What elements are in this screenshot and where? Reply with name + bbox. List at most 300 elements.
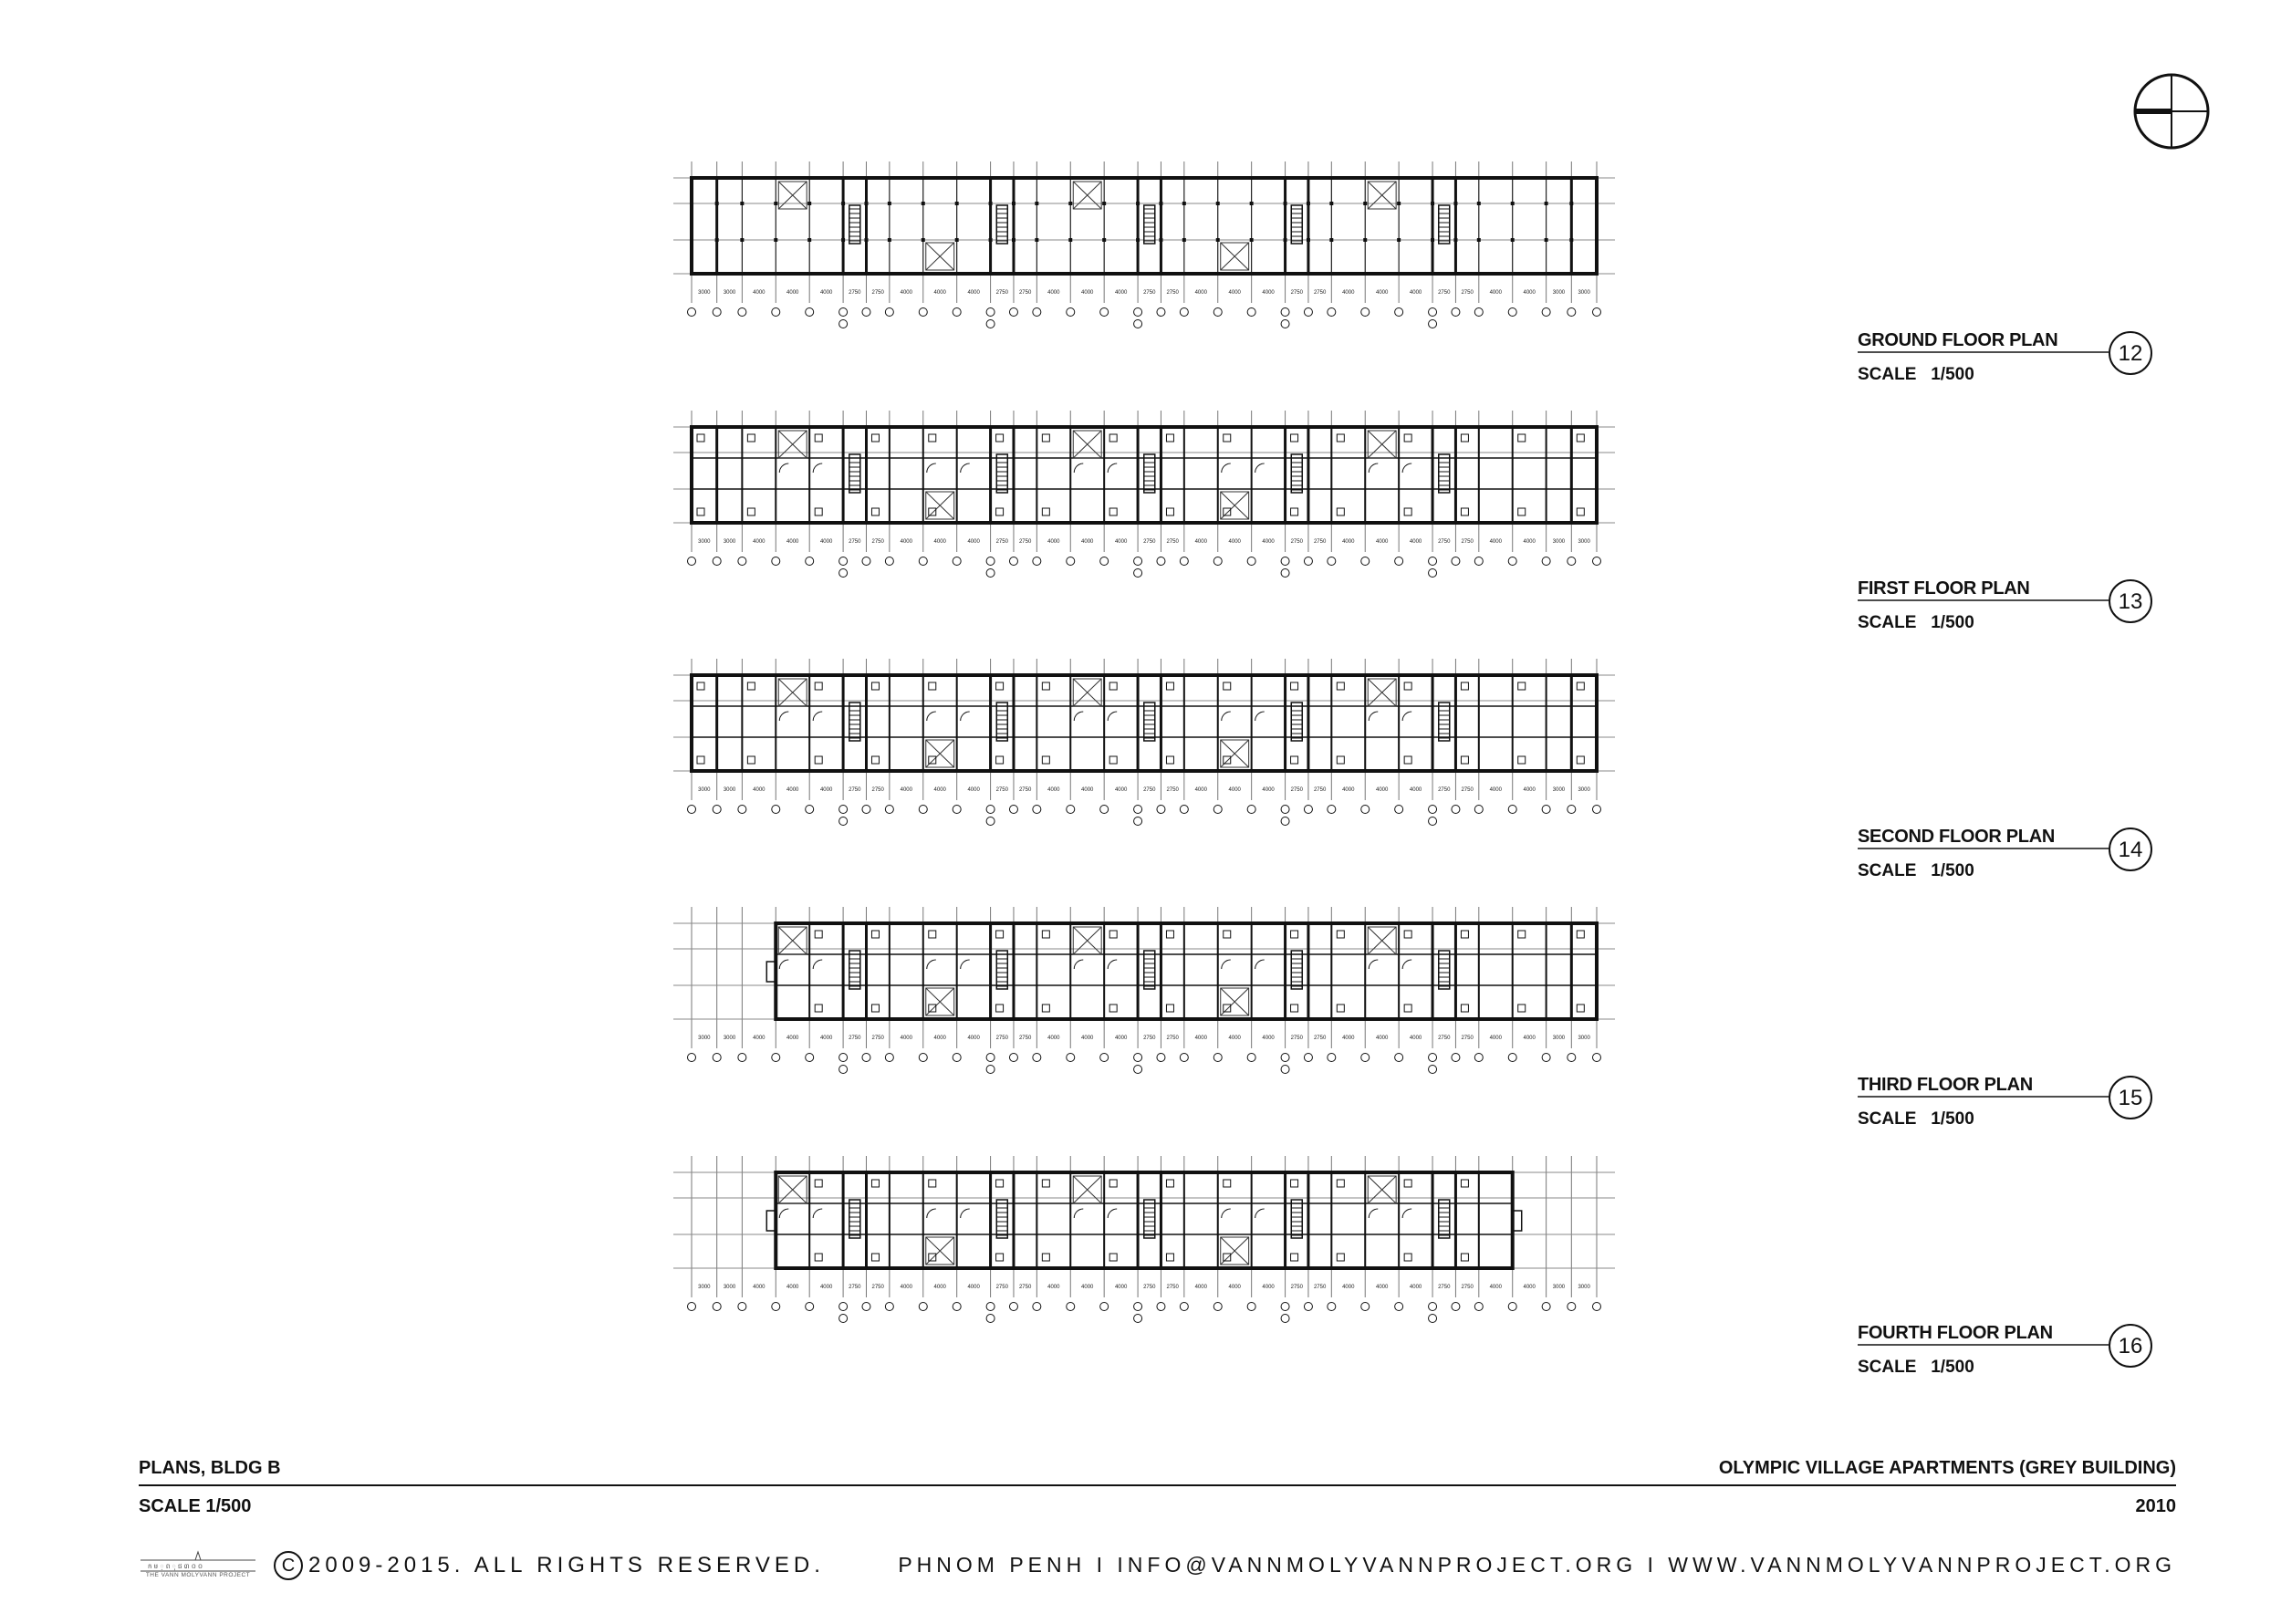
grid-bubble	[1009, 806, 1017, 814]
column-icon	[1284, 238, 1287, 242]
column-icon	[1182, 238, 1186, 242]
column-icon	[1545, 176, 1548, 180]
fixture-icon	[1166, 508, 1173, 515]
north-arrow-icon	[2135, 75, 2208, 148]
fixture-icon	[1042, 1005, 1049, 1012]
dimension-label: 2750	[1018, 1285, 1032, 1290]
column-icon	[888, 176, 891, 180]
column-icon	[690, 238, 693, 242]
column-icon	[740, 272, 744, 276]
fixture-icon	[996, 756, 1004, 764]
stair-icon	[1439, 1200, 1450, 1238]
dimension-label: 4000	[1194, 290, 1207, 296]
plan-number: 15	[2118, 1086, 2143, 1110]
grid-bubble	[713, 806, 721, 814]
fixture-icon	[1291, 682, 1298, 690]
stair-icon	[1291, 205, 1302, 244]
grid-bubble	[919, 557, 927, 566]
grid-bubble	[1067, 308, 1075, 317]
dimension-label: 2750	[1290, 290, 1303, 296]
door-icon	[1255, 1209, 1265, 1218]
grid-bubble	[713, 557, 721, 566]
grid-bubble	[1180, 308, 1188, 317]
fixture-icon	[1518, 682, 1526, 690]
grid-bubble	[1134, 320, 1142, 328]
column-icon	[1595, 238, 1599, 242]
fixture-icon	[1518, 434, 1526, 442]
grid-bubble	[713, 1054, 721, 1062]
grid-bubble	[862, 806, 870, 814]
grid-bubble	[1568, 1054, 1576, 1062]
fixture-icon	[1404, 1254, 1411, 1261]
dimension-label: 3000	[723, 1285, 736, 1290]
grid-bubble	[862, 1054, 870, 1062]
door-icon	[1074, 463, 1083, 473]
column-icon	[922, 238, 925, 242]
fixture-icon	[815, 1180, 822, 1187]
grid-bubble	[772, 557, 780, 566]
grid-bubble	[1395, 557, 1403, 566]
fixture-icon	[1166, 931, 1173, 938]
dimension-label: 2750	[1290, 787, 1303, 793]
grid-bubble	[1033, 557, 1041, 566]
grid-bubble	[919, 806, 927, 814]
door-icon	[1402, 1209, 1411, 1218]
grid-bubble	[986, 308, 995, 317]
grid-bubble	[1328, 1303, 1336, 1311]
dimension-label: 4000	[1047, 1285, 1060, 1290]
grid-bubble	[1180, 557, 1188, 566]
fixture-icon	[1042, 434, 1049, 442]
column-icon	[1102, 176, 1106, 180]
stair-icon	[1291, 951, 1302, 989]
dimension-label: 4000	[1114, 1285, 1128, 1290]
plan-title: THIRD FLOOR PLAN	[1858, 1075, 2033, 1095]
dimension-label: 2750	[871, 1285, 884, 1290]
fixture-icon	[815, 1005, 822, 1012]
fixture-icon	[929, 434, 936, 442]
grid-bubble	[1429, 557, 1437, 566]
fixture-icon	[1166, 1005, 1173, 1012]
grid-bubble	[1213, 806, 1222, 814]
column-icon	[1329, 272, 1333, 276]
fixture-icon	[1404, 1180, 1411, 1187]
dimension-label: 4000	[1489, 787, 1502, 793]
grid-bubble	[839, 817, 848, 826]
grid-bubble	[1429, 320, 1437, 328]
door-icon	[1369, 463, 1378, 473]
fixture-icon	[1224, 1180, 1231, 1187]
fixture-icon	[1224, 508, 1231, 515]
column-icon	[955, 238, 959, 242]
grid-bubble	[1304, 1054, 1312, 1062]
column-icon	[1012, 202, 1016, 205]
fixture-icon	[1404, 434, 1411, 442]
door-icon	[1108, 1209, 1117, 1218]
grid-bubble	[919, 1054, 927, 1062]
fixture-icon	[1577, 682, 1584, 690]
grid-bubble	[986, 569, 995, 578]
dimension-label: 2750	[1290, 1285, 1303, 1290]
fixture-icon	[996, 1254, 1004, 1261]
column-icon	[1284, 202, 1287, 205]
column-icon	[1216, 272, 1220, 276]
grid-bubble	[1033, 806, 1041, 814]
grid-bubble	[1100, 1303, 1109, 1311]
grid-bubble	[1180, 1303, 1188, 1311]
fixture-icon	[1224, 1005, 1231, 1012]
dimension-label: 3000	[1578, 787, 1590, 793]
dimension-label: 4000	[1228, 1036, 1241, 1041]
dimension-label: 4000	[1194, 539, 1207, 545]
dimension-label: 2750	[1143, 1285, 1156, 1290]
plan-scale: SCALE 1/500	[1858, 1109, 1974, 1129]
dimension-label: 4000	[900, 787, 912, 793]
column-icon	[807, 272, 811, 276]
grid-bubble	[1542, 1303, 1550, 1311]
stair-icon	[1144, 951, 1155, 989]
grid-bubble	[1361, 1054, 1370, 1062]
dimension-label: 4000	[900, 1036, 912, 1041]
plan-scale: SCALE 1/500	[1858, 1358, 1974, 1377]
column-icon	[1431, 272, 1434, 276]
fixture-icon	[929, 756, 936, 764]
fixture-icon	[1404, 931, 1411, 938]
dimension-label: 2750	[1461, 787, 1474, 793]
fixture-icon	[1291, 434, 1298, 442]
fixture-icon	[1042, 508, 1049, 515]
grid-bubble	[1033, 1303, 1041, 1311]
door-icon	[1222, 463, 1231, 473]
grid-bubble	[839, 1066, 848, 1074]
grid-bubble	[919, 1303, 927, 1311]
dimension-label: 3000	[1578, 1285, 1590, 1290]
fixture-icon	[697, 508, 704, 515]
door-icon	[1074, 1209, 1083, 1218]
column-icon	[1012, 272, 1016, 276]
dimension-label: 4000	[1228, 1285, 1241, 1290]
dimension-label: 2750	[1313, 1285, 1327, 1290]
dimension-label: 2750	[1018, 290, 1032, 296]
dimension-label: 4000	[753, 539, 766, 545]
dimension-label: 2750	[1166, 1036, 1179, 1041]
stair-icon	[1144, 454, 1155, 493]
dimension-label: 3000	[1578, 1036, 1590, 1041]
column-icon	[955, 202, 959, 205]
dimension-label: 2750	[995, 290, 1008, 296]
grid-bubble	[772, 806, 780, 814]
door-icon	[779, 960, 788, 969]
fixture-icon	[815, 682, 822, 690]
door-icon	[1369, 960, 1378, 969]
dimension-label: 2750	[1438, 1036, 1451, 1041]
fixture-icon	[996, 434, 1004, 442]
door-icon	[813, 463, 822, 473]
logo-label: THE VANN MOLYVANN PROJECT	[145, 1572, 251, 1578]
grid-bubble	[1157, 1054, 1165, 1062]
door-icon	[813, 712, 822, 721]
column-icon	[1363, 272, 1367, 276]
dimension-label: 4000	[786, 290, 799, 296]
grid-bubble	[1100, 557, 1109, 566]
column-icon	[1595, 202, 1599, 205]
grid-bubble	[1134, 308, 1142, 317]
plan-number: 12	[2118, 341, 2143, 366]
grid-bubble	[986, 320, 995, 328]
grid-bubble	[1180, 1054, 1188, 1062]
grid-bubble	[839, 1315, 848, 1323]
grid-bubble	[1452, 1303, 1460, 1311]
dimension-label: 2750	[849, 1285, 861, 1290]
grid-bubble	[1157, 308, 1165, 317]
grid-bubble	[1134, 1066, 1142, 1074]
column-icon	[1477, 176, 1481, 180]
column-icon	[690, 272, 693, 276]
grid-bubble	[1474, 806, 1483, 814]
grid-bubble	[1429, 569, 1437, 578]
fixture-icon	[1042, 1254, 1049, 1261]
dimension-label: 4000	[786, 787, 799, 793]
plan-number: 13	[2118, 589, 2143, 614]
dimension-label: 2750	[1461, 539, 1474, 545]
grid-bubble	[1134, 569, 1142, 578]
dimension-label: 4000	[1047, 290, 1060, 296]
dimension-label: 2750	[1166, 539, 1179, 545]
dimension-label: 4000	[933, 787, 946, 793]
dimension-label: 4000	[1262, 1285, 1275, 1290]
fixture-icon	[1109, 434, 1117, 442]
grid-bubble	[1474, 1303, 1483, 1311]
dimension-label: 2750	[1438, 290, 1451, 296]
grid-bubble	[1009, 1303, 1017, 1311]
grid-bubble	[885, 557, 893, 566]
column-icon	[864, 238, 868, 242]
dimension-label: 3000	[698, 290, 711, 296]
dimension-label: 4000	[900, 290, 912, 296]
column-icon	[1284, 272, 1287, 276]
dimension-label: 4000	[753, 290, 766, 296]
grid-bubble	[806, 557, 814, 566]
fixture-icon	[747, 756, 755, 764]
dimension-label: 4000	[1489, 539, 1502, 545]
dimension-label: 4000	[1409, 539, 1422, 545]
dimension-label: 4000	[1194, 787, 1207, 793]
dimension-label: 3000	[723, 290, 736, 296]
stair-icon	[849, 205, 860, 244]
door-icon	[1402, 960, 1411, 969]
dimension-label: 4000	[1081, 787, 1094, 793]
plan-number: 16	[2118, 1334, 2143, 1359]
grid-bubble	[986, 806, 995, 814]
grid-bubble	[839, 806, 848, 814]
grid-bubble	[986, 817, 995, 826]
fixture-icon	[747, 682, 755, 690]
fixture-icon	[871, 756, 879, 764]
stair-icon	[996, 1200, 1007, 1238]
stair-icon	[996, 454, 1007, 493]
dimension-label: 4000	[933, 1036, 946, 1041]
exterior-wall	[776, 923, 1597, 1019]
plan-scale: SCALE 1/500	[1858, 365, 1974, 384]
fixture-icon	[1042, 1180, 1049, 1187]
plan-title: SECOND FLOOR PLAN	[1858, 827, 2056, 847]
grid-bubble	[1134, 1315, 1142, 1323]
stair-icon	[996, 205, 1007, 244]
fixture-icon	[1337, 1005, 1344, 1012]
grid-bubble	[1134, 806, 1142, 814]
grid-bubble	[772, 308, 780, 317]
grid-bubble	[1429, 1054, 1437, 1062]
column-icon	[715, 202, 719, 205]
dimension-label: 2750	[1018, 1036, 1032, 1041]
fixture-icon	[1461, 682, 1468, 690]
grid-bubble	[839, 308, 848, 317]
dimension-label: 4000	[1376, 1036, 1389, 1041]
dimension-label: 4000	[967, 1285, 980, 1290]
grid-bubble	[738, 1054, 746, 1062]
fixture-icon	[1577, 508, 1584, 515]
dimension-label: 4000	[1523, 1036, 1536, 1041]
stair-icon	[1144, 703, 1155, 741]
grid-bubble	[1361, 557, 1370, 566]
dimension-label: 3000	[698, 539, 711, 545]
dimension-label: 2750	[1461, 1036, 1474, 1041]
fixture-icon	[1109, 508, 1117, 515]
fixture-icon	[1291, 1254, 1298, 1261]
fixture-icon	[1291, 1180, 1298, 1187]
door-icon	[1108, 960, 1117, 969]
grid-bubble	[1213, 1054, 1222, 1062]
column-icon	[690, 202, 693, 205]
dimension-label: 4000	[933, 1285, 946, 1290]
grid-bubble	[1281, 1315, 1289, 1323]
fixture-icon	[929, 931, 936, 938]
fixture-icon	[996, 508, 1004, 515]
column-icon	[774, 272, 777, 276]
door-icon	[1108, 712, 1117, 721]
grid-bubble	[885, 1303, 893, 1311]
dimension-label: 2750	[995, 1285, 1008, 1290]
dimension-label: 4000	[1523, 539, 1536, 545]
column-icon	[1307, 202, 1310, 205]
fixture-icon	[1291, 508, 1298, 515]
dimension-label: 4000	[1194, 1285, 1207, 1290]
fixture-icon	[871, 682, 879, 690]
grid-bubble	[1281, 308, 1289, 317]
column-icon	[1545, 272, 1548, 276]
dimension-label: 4000	[786, 539, 799, 545]
grid-bubble	[1429, 1066, 1437, 1074]
column-icon	[1511, 272, 1515, 276]
grid-bubble	[688, 1054, 696, 1062]
fixture-icon	[1109, 756, 1117, 764]
stair-icon	[1439, 205, 1450, 244]
column-icon	[1012, 176, 1016, 180]
dimension-label: 4000	[1489, 1285, 1502, 1290]
dimension-label: 2750	[1313, 290, 1327, 296]
dimension-label: 4000	[1342, 290, 1355, 296]
grid-bubble	[1361, 806, 1370, 814]
door-icon	[813, 1209, 822, 1218]
column-icon	[1595, 272, 1599, 276]
column-icon	[1159, 202, 1162, 205]
fixture-icon	[1109, 682, 1117, 690]
column-icon	[888, 272, 891, 276]
grid-bubble	[1593, 1054, 1601, 1062]
sheet-title: PLANS, BLDG B	[139, 1458, 281, 1478]
stair-icon	[1439, 454, 1450, 493]
fixture-icon	[929, 1005, 936, 1012]
dimension-label: 4000	[1114, 290, 1128, 296]
fixture-icon	[1461, 508, 1468, 515]
grid-bubble	[1157, 1303, 1165, 1311]
grid-bubble	[1134, 817, 1142, 826]
grid-bubble	[1542, 557, 1550, 566]
dimension-label: 2750	[849, 539, 861, 545]
door-icon	[961, 960, 970, 969]
fixture-icon	[815, 756, 822, 764]
column-icon	[1284, 176, 1287, 180]
door-icon	[961, 463, 970, 473]
fixture-icon	[1291, 931, 1298, 938]
copyright-icon: C	[274, 1551, 303, 1580]
dimension-label: 4000	[1262, 539, 1275, 545]
fixture-icon	[871, 1005, 879, 1012]
door-icon	[1369, 1209, 1378, 1218]
fixture-icon	[1109, 1254, 1117, 1261]
column-icon	[1477, 272, 1481, 276]
grid-bubble	[986, 1054, 995, 1062]
grid-bubble	[1328, 1054, 1336, 1062]
column-icon	[1307, 272, 1310, 276]
grid-bubble	[1593, 1303, 1601, 1311]
grid-bubble	[688, 806, 696, 814]
fixture-icon	[1166, 682, 1173, 690]
door-icon	[813, 960, 822, 969]
grid-bubble	[1033, 1054, 1041, 1062]
fixture-icon	[1291, 1005, 1298, 1012]
fixture-icon	[1337, 756, 1344, 764]
grid-bubble	[885, 308, 893, 317]
stair-icon	[996, 703, 1007, 741]
fixture-icon	[697, 756, 704, 764]
fixture-icon	[697, 434, 704, 442]
dimension-label: 4000	[1523, 290, 1536, 296]
column-icon	[1136, 176, 1140, 180]
grid-bubble	[1247, 1054, 1255, 1062]
door-icon	[779, 463, 788, 473]
dimension-label: 4000	[967, 1036, 980, 1041]
column-icon	[841, 238, 845, 242]
dimension-label: 4000	[1409, 1036, 1422, 1041]
column-icon	[1545, 238, 1548, 242]
grid-bubble	[1033, 308, 1041, 317]
column-icon	[690, 176, 693, 180]
grid-bubble	[1213, 308, 1222, 317]
copyright-text: 2009-2015. ALL RIGHTS RESERVED.	[308, 1553, 825, 1577]
fixture-icon	[1224, 756, 1231, 764]
fixture-icon	[747, 434, 755, 442]
dimension-label: 4000	[1081, 1285, 1094, 1290]
door-icon	[927, 463, 936, 473]
column-icon	[1216, 202, 1220, 205]
door-icon	[961, 712, 970, 721]
fixture-icon	[1224, 931, 1231, 938]
grid-bubble	[1568, 1303, 1576, 1311]
column-icon	[989, 176, 993, 180]
grid-bubble	[1328, 557, 1336, 566]
grid-bubble	[1429, 817, 1437, 826]
